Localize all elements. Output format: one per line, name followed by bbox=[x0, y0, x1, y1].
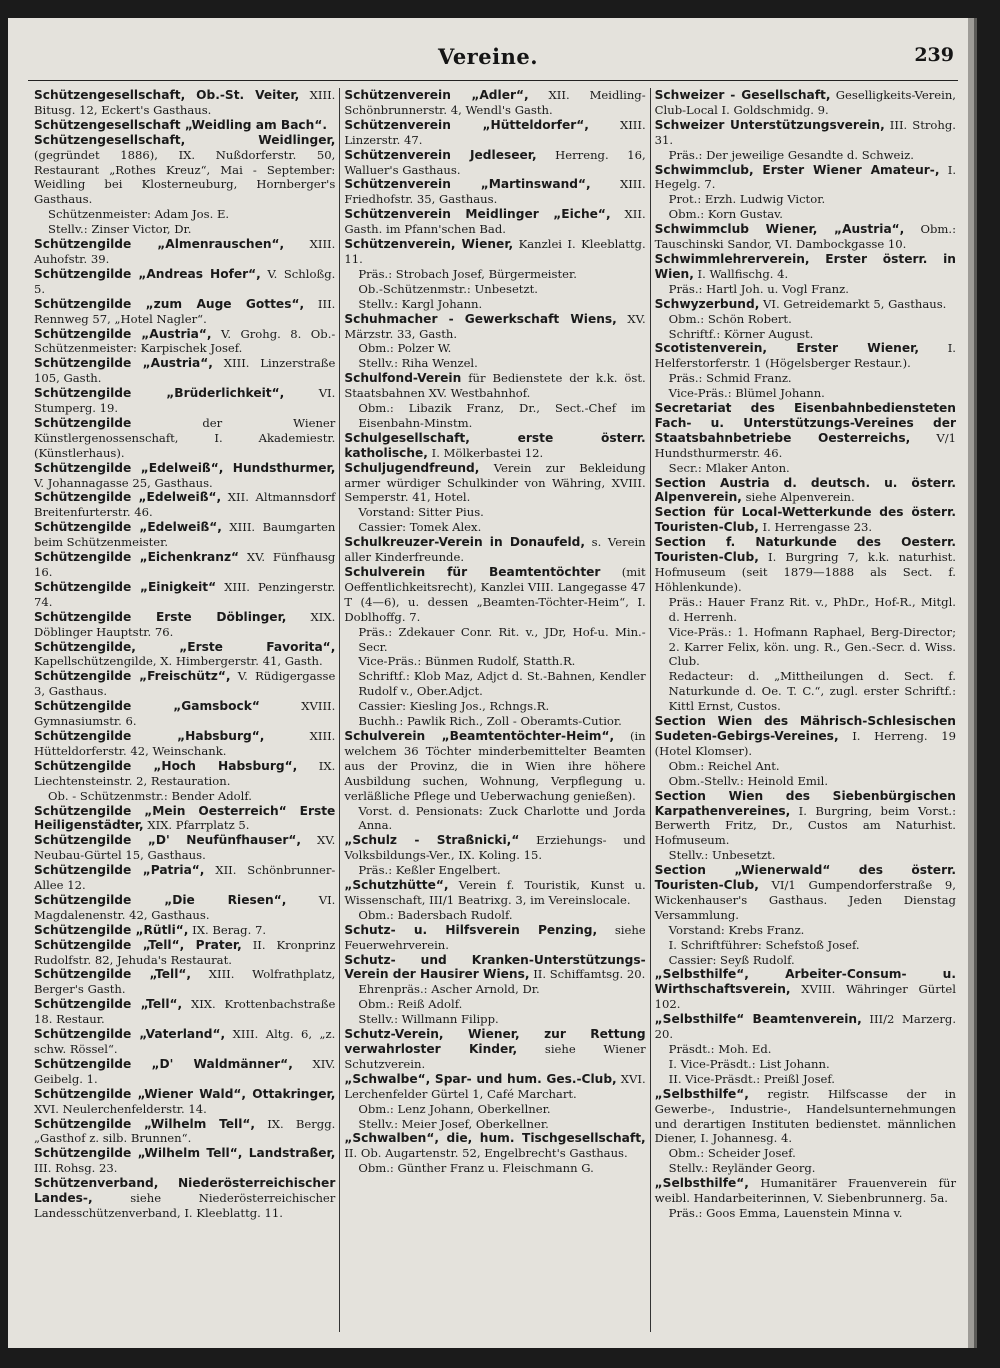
entry-heading: Schützengilde „Wilhelm Tell“, bbox=[34, 1116, 256, 1131]
entry-detail: XIX. Krottenbachstraße 18. Restaur. bbox=[34, 997, 336, 1027]
entry-detail: I. Herreng. 19 (Hotel Klomser). bbox=[654, 728, 956, 758]
entry-detail: Secr.: Mlaker Anton. bbox=[668, 460, 790, 475]
entry-detail: Cassier: Seyß Rudolf. bbox=[668, 952, 795, 967]
directory-entry bbox=[34, 729, 335, 759]
directory-entry bbox=[655, 118, 956, 163]
directory-columns bbox=[30, 88, 960, 1332]
entry-detail: Präsdt.: Moh. Ed. bbox=[668, 1042, 772, 1056]
entry-heading: „Selbsthilfe“, Arbeiter-Consum- u. Wirthschaftsverein, bbox=[654, 967, 956, 997]
entry-detail: XV. Märzstr. 33, Gasth. bbox=[344, 311, 646, 341]
directory-entry bbox=[34, 386, 335, 416]
entry-detail: Cassier: Kiesling Jos., Rchngs.R. bbox=[358, 699, 550, 714]
directory-entry bbox=[344, 535, 645, 565]
entry-heading: Section für Local-Wetterkunde des österr. Touristen-Club, bbox=[654, 505, 956, 535]
directory-entry bbox=[655, 505, 956, 535]
entry-detail: XIII. Penzingerstr. 74. bbox=[34, 579, 336, 609]
entry-detail: I. Schriftführer: Schefstoß Josef. bbox=[668, 937, 860, 952]
entry-heading: Schützengilde „Hoch Habsburg“, bbox=[34, 758, 298, 773]
entry-heading: Schulfond-Verein bbox=[344, 371, 462, 386]
directory-entry bbox=[344, 312, 645, 372]
entry-detail: I. Burgring 7, k.k. naturhist. Hofmuseum (seit 1879—1888 als Sect. f. Höhlenkunde). bbox=[654, 550, 956, 594]
entry-detail: Obm.: Scheider Josef. bbox=[668, 1146, 796, 1161]
entry-heading: Schweizer Unterstützungsverein, bbox=[654, 117, 885, 132]
directory-entry bbox=[34, 1057, 335, 1087]
entry-heading: Schützengilde „Edelweiß“, Hundsthurmer, bbox=[34, 460, 336, 475]
entry-detail: XV. Neubau-Gürtel 15, Gasthaus. bbox=[34, 833, 336, 863]
entry-detail: Stellv.: Willmann Filipp. bbox=[358, 1012, 499, 1027]
entry-detail: XVIII. Währinger Gürtel 102. bbox=[654, 982, 956, 1012]
entry-heading: Schützengilde „Almenrauschen“, bbox=[34, 237, 285, 252]
directory-entry bbox=[34, 967, 335, 997]
directory-entry bbox=[655, 297, 956, 342]
directory-entry bbox=[655, 341, 956, 401]
directory-entry bbox=[34, 356, 335, 386]
entry-detail: XII. Gasth. im Pfann'schen Bad. bbox=[344, 207, 646, 237]
entry-detail: I. Burgring, beim Vorst.: Berwerth Fritz, Dr., Custos am Naturhist. Hofmuseum. bbox=[654, 803, 956, 848]
directory-entry bbox=[34, 580, 335, 610]
entry-detail: II. Kronprinz Rudolfstr. 82, Jehuda's Restaurat. bbox=[34, 937, 336, 967]
entry-heading: Schützengilde „Wilhelm Tell“, Landstraßer, bbox=[34, 1146, 336, 1161]
directory-entry bbox=[34, 416, 335, 461]
entry-detail: für Bedienstete der k.k. öst. Staatsbahnen XV. Westbahnhof. bbox=[344, 371, 646, 401]
directory-entry bbox=[655, 401, 956, 476]
entry-heading: „Selbsthilfe“, bbox=[654, 1086, 749, 1101]
entry-detail: Obm.-Stellv.: Heinold Emil. bbox=[668, 773, 829, 788]
entry-detail: Verein f. Touristik, Kunst u. Wissenschaft, III/1 Beatrixg. 3, im Vereinslocale. bbox=[344, 878, 646, 907]
entry-detail: Prot.: Erzh. Ludwig Victor. bbox=[668, 192, 826, 207]
entry-heading: Schulgesellschaft, erste österr. katholische, bbox=[344, 430, 646, 460]
directory-entry bbox=[34, 133, 335, 237]
entry-detail: Stellv.: Meier Josef, Oberkellner. bbox=[358, 1116, 549, 1131]
entry-heading: „Schulz - Straßnicki,“ bbox=[344, 833, 520, 848]
directory-entry bbox=[34, 640, 335, 670]
entry-heading: Schwyzerbund, bbox=[654, 296, 760, 311]
entry-heading: Schuljugendfreund, bbox=[344, 460, 480, 475]
entry-detail: Obm.: Polzer W. bbox=[358, 341, 452, 356]
entry-detail: Herreng. 16, Walluer's Gasthaus. bbox=[344, 147, 646, 177]
entry-heading: „Selbsthilfe“ Beamtenverein, bbox=[654, 1012, 862, 1027]
entry-detail: VI. Stumperg. 19. bbox=[34, 386, 336, 416]
entry-detail: siehe Feuerwehrverein. bbox=[344, 922, 646, 952]
entry-heading: Schützenverein Meidlinger „Eiche“, bbox=[344, 207, 611, 222]
entry-detail: I. Wallfischg. 4. bbox=[697, 266, 789, 281]
entry-detail: Obm.: Reichel Ant. bbox=[668, 758, 780, 773]
directory-entry bbox=[655, 252, 956, 297]
entry-detail: II. Vice-Präsdt.: Preißl Josef. bbox=[668, 1071, 835, 1086]
entry-detail: Obm.: Reiß Adolf. bbox=[358, 997, 463, 1012]
entry-detail: Obm.: Korn Gustav. bbox=[668, 207, 783, 222]
entry-detail: Vorstand: Sitter Pius. bbox=[358, 505, 484, 520]
directory-entry bbox=[344, 1131, 645, 1176]
entry-detail: Vice-Präs.: Blümel Johann. bbox=[668, 386, 825, 401]
directory-entry bbox=[655, 789, 956, 864]
entry-heading: Schutz- und Kranken-Unterstützungs-Verein der Hausirer Wiens, bbox=[344, 952, 646, 982]
directory-entry bbox=[34, 893, 335, 923]
entry-heading: Schuhmacher - Gewerkschaft Wiens, bbox=[344, 311, 617, 326]
entry-heading: Schulverein für Beamtentöchter bbox=[344, 565, 601, 579]
directory-entry bbox=[344, 878, 645, 923]
entry-detail: Vorst. d. Pensionats: Zuck Charlotte und Jorda Anna. bbox=[358, 803, 646, 833]
entry-detail: XII. Schönbrunner-Allee 12. bbox=[34, 863, 336, 893]
entry-heading: Schützengilde „Die Riesen“, bbox=[34, 892, 287, 907]
entry-detail: Ob. - Schützenmstr.: Bender Adolf. bbox=[48, 788, 252, 803]
entry-detail: III. Rennweg 57, „Hotel Nagler“. bbox=[34, 296, 336, 326]
directory-entry bbox=[655, 1176, 956, 1221]
book-page bbox=[8, 18, 968, 1348]
directory-entry bbox=[34, 88, 335, 118]
entry-detail: Stellv.: Reyländer Georg. bbox=[668, 1161, 816, 1176]
entry-detail: Präs.: Hauer Franz Rit. v., PhDr., Hof-R., Mitgl. d. Herrenh. bbox=[668, 594, 956, 624]
entry-detail: XVI. Lerchenfelder Gürtel 1, Café Marchart. bbox=[344, 1071, 646, 1101]
directory-entry bbox=[34, 1087, 335, 1117]
entry-detail: IX. Liechtensteinstr. 2, Restauration. bbox=[34, 758, 336, 788]
entry-detail: Präs.: Zdekauer Conr. Rit. v., JDr, Hof-u. Min.-Secr. bbox=[358, 624, 646, 654]
directory-entry bbox=[344, 371, 645, 431]
entry-heading: Schwimmclub Wiener, „Austria“, bbox=[654, 222, 905, 237]
entry-detail: Geselligkeits-Verein, Club-Local I. Goldschmidg. 9. bbox=[654, 88, 956, 117]
entry-detail: V. Schloßg. 5. bbox=[34, 266, 336, 296]
entry-detail: Obm.: Günther Franz u. Fleischmann G. bbox=[358, 1161, 594, 1176]
page-header bbox=[8, 44, 968, 84]
entry-heading: Schützengilde „Tell“, bbox=[34, 967, 192, 982]
entry-heading: Secretariat des Eisenbahnbediensteten Fach- u. Unterstützungs-Vereines der Staatsbahnbetriebe Oesterreichs, bbox=[654, 401, 956, 445]
entry-detail: Stellv.: Kargl Johann. bbox=[358, 296, 483, 311]
entry-detail: Schützenmeister: Adam Jos. E. bbox=[48, 207, 230, 222]
entry-detail: VI. Getreidemarkt 5, Gasthaus. bbox=[763, 296, 947, 311]
entry-heading: Schützengilde „D' Waldmänner“, bbox=[34, 1056, 293, 1071]
entry-heading: Schützengilde „zum Auge Gottes“, bbox=[34, 296, 305, 311]
entry-detail: V. Grohg. 8. Ob.-Schützenmeister: Karpischek Josef. bbox=[34, 326, 336, 356]
entry-detail: XII. Meidling-Schönbrunnerstr. 4, Wendl's Gasth. bbox=[344, 88, 646, 117]
directory-entry bbox=[344, 565, 645, 729]
entry-detail: XIX. Döblinger Hauptstr. 76. bbox=[34, 609, 336, 639]
entry-detail: III. Strohg. 31. bbox=[654, 117, 956, 147]
entry-detail: XIII. Wolfrathplatz, Berger's Gasth. bbox=[34, 967, 336, 997]
entry-detail: XIII. Bitusg. 12, Eckert's Gasthaus. bbox=[34, 88, 336, 117]
entry-heading: Schulkreuzer-Verein in Donaufeld, bbox=[344, 535, 586, 550]
directory-entry bbox=[34, 1027, 335, 1057]
entry-detail: der Wiener Künstlergenossenschaft, I. Akademiestr. (Künstlerhaus). bbox=[34, 415, 336, 460]
directory-entry bbox=[655, 967, 956, 1012]
entry-detail: V/1 Hundsthurmerstr. 46. bbox=[654, 430, 956, 460]
entry-detail: Obm.: Schön Robert. bbox=[668, 311, 792, 326]
directory-entry bbox=[34, 699, 335, 729]
entry-detail: XIII. Baumgarten beim Schützenmeister. bbox=[34, 520, 336, 550]
directory-entry bbox=[34, 297, 335, 327]
entry-detail: I. Herrengasse 23. bbox=[762, 520, 873, 535]
entry-detail: VI. Magdalenenstr. 42, Gasthaus. bbox=[34, 892, 336, 922]
directory-entry bbox=[34, 669, 335, 699]
directory-entry bbox=[344, 1072, 645, 1132]
entry-detail: III/2 Marzerg. 20. bbox=[654, 1012, 956, 1042]
directory-entry bbox=[34, 1117, 335, 1147]
entry-heading: Schützengesellschaft „Weidling am Bach“. bbox=[34, 117, 327, 132]
entry-detail: (gegründet 1886), IX. Nußdorferstr. 50, Restaurant „Rothes Kreuz“, Mai - September: Weidling bei Klosterneuburg, Hornberger's Gasthaus. bbox=[34, 147, 336, 207]
entry-detail: Obm.: Badersbach Rudolf. bbox=[358, 907, 513, 922]
entry-heading: Schützengilde „Eichenkranz“ bbox=[34, 550, 240, 565]
directory-entry bbox=[344, 729, 645, 833]
entry-detail: XIII. Altg. 6, „z. schw. Rössel“. bbox=[34, 1027, 336, 1056]
entry-detail: Obm.: Tauschinski Sandor, VI. Dambockgasse 10. bbox=[654, 222, 956, 252]
entry-detail: Präs.: Keßler Engelbert. bbox=[358, 863, 501, 878]
entry-detail: siehe Wiener Schutzverein. bbox=[344, 1042, 646, 1071]
entry-heading: Schützenverein „Martinswand“, bbox=[344, 177, 591, 192]
entry-heading: Schwimmlehrerverein, Erster österr. in Wien, bbox=[654, 251, 956, 281]
entry-heading: Schützengilde Erste Döblinger, bbox=[34, 609, 287, 624]
entry-detail: Redacteur: d. „Mittheilungen d. Sect. f. Naturkunde d. Oe. T. C.“, zugl. erster Schriftf.: Kittl Ernst, Custos. bbox=[668, 669, 956, 714]
entry-heading: Schützengesellschaft, Weidlinger, bbox=[34, 132, 336, 147]
entry-heading: Section Wien des Siebenbürgischen Karpathenvereines, bbox=[654, 788, 956, 818]
directory-entry bbox=[655, 1012, 956, 1087]
directory-entry bbox=[34, 997, 335, 1027]
directory-entry bbox=[655, 222, 956, 252]
entry-detail: Vice-Präs.: 1. Hofmann Raphael, Berg-Director; 2. Karrer Felix, kön. ung. R., Gen.-Secr. d. Wiss. Club. bbox=[668, 624, 956, 669]
entry-heading: „Schutzhütte“, bbox=[344, 878, 449, 893]
entry-heading: Schützenverband, Niederösterreichischer Landes-, bbox=[34, 1176, 336, 1206]
directory-entry bbox=[34, 1146, 335, 1176]
column-left bbox=[30, 88, 340, 1332]
directory-entry bbox=[34, 267, 335, 297]
entry-heading: Schützengilde „D' Neufünfhauser“, bbox=[34, 833, 302, 848]
directory-entry bbox=[34, 804, 335, 834]
entry-detail: Stellv.: Zinser Victor, Dr. bbox=[48, 222, 192, 237]
directory-entry bbox=[34, 1176, 335, 1221]
entry-detail: XIII. Friedhofstr. 35, Gasthaus. bbox=[344, 177, 646, 207]
entry-detail: Ob.-Schützenmstr.: Unbesetzt. bbox=[358, 281, 538, 296]
entry-heading: Schützengilde „Einigkeit“ bbox=[34, 579, 217, 594]
entry-detail: I. Vice-Präsdt.: List Johann. bbox=[668, 1056, 830, 1071]
directory-entry bbox=[34, 759, 335, 804]
entry-detail: Ehrenpräs.: Ascher Arnold, Dr. bbox=[358, 982, 540, 997]
entry-heading: „Schwalbe“, Spar- und hum. Ges.-Club, bbox=[344, 1071, 617, 1086]
directory-entry bbox=[34, 327, 335, 357]
directory-entry bbox=[655, 535, 956, 714]
directory-entry bbox=[344, 118, 645, 148]
entry-detail: Cassier: Tomek Alex. bbox=[358, 520, 482, 535]
entry-detail: V. Johannagasse 25, Gasthaus. bbox=[34, 475, 213, 490]
entry-detail: Präs.: Strobach Josef, Bürgermeister. bbox=[358, 266, 577, 281]
directory-entry bbox=[34, 550, 335, 580]
entry-detail: IX. Bergg. „Gasthof z. silb. Brunnen“. bbox=[34, 1116, 336, 1146]
directory-entry bbox=[34, 863, 335, 893]
entry-heading: Schützenverein „Hütteldorfer“, bbox=[344, 117, 589, 132]
directory-entry bbox=[34, 490, 335, 520]
directory-entry bbox=[655, 714, 956, 789]
entry-heading: Schützengilde „Austria“, bbox=[34, 356, 213, 371]
directory-entry bbox=[34, 923, 335, 938]
directory-entry bbox=[34, 938, 335, 968]
entry-detail: XV. Fünfhausg 16. bbox=[34, 550, 336, 579]
entry-detail: XIII. Hütteldorferstr. 42, Weinschank. bbox=[34, 728, 336, 758]
entry-detail: Humanitärer Frauenverein für weibl. Handarbeiterinnen, V. Siebenbrunnerg. 5a. bbox=[654, 1176, 956, 1206]
entry-detail: IX. Berag. 7. bbox=[192, 922, 267, 937]
entry-detail: registr. Hilfscasse der in Gewerbe-, Industrie-, Handelsunternehmungen und derartigen Instituten bedienstet. männlichen Diener, I. Johannesg. 4. bbox=[654, 1086, 956, 1146]
entry-detail: Stellv.: Riha Wenzel. bbox=[358, 356, 478, 371]
directory-entry bbox=[34, 833, 335, 863]
entry-detail: I. Hegelg. 7. bbox=[654, 162, 956, 192]
entry-heading: Section Austria d. deutsch. u. österr. Alpenverein, bbox=[654, 475, 956, 505]
entry-detail: Kanzlei I. Kleeblattg. 11. bbox=[344, 237, 646, 266]
entry-detail: Stellv.: Unbesetzt. bbox=[668, 848, 776, 863]
entry-detail: XVIII. Gymnasiumstr. 6. bbox=[34, 699, 336, 729]
entry-heading: Schützengilde „Andreas Hofer“, bbox=[34, 266, 261, 281]
entry-detail: Obm.: Lenz Johann, Oberkellner. bbox=[358, 1101, 551, 1116]
entry-heading: „Schwalben“, die, hum. Tischgesellschaft, bbox=[344, 1131, 646, 1146]
entry-heading: Schweizer - Gesellschaft, bbox=[654, 88, 831, 102]
entry-heading: Schützengilde „Edelweiß“, bbox=[34, 520, 222, 535]
directory-entry bbox=[344, 953, 645, 1028]
entry-detail: XIV. Geibelg. 1. bbox=[34, 1056, 336, 1086]
entry-detail: XII. Altmannsdorf Breitenfurterstr. 46. bbox=[34, 490, 336, 520]
entry-detail: Obm.: Libazik Franz, Dr., Sect.-Chef im Eisenbahn-Minstm. bbox=[358, 401, 646, 430]
entry-heading: Schützenverein Jedleseer, bbox=[344, 147, 537, 162]
entry-heading: Schwimmclub, Erster Wiener Amateur-, bbox=[654, 162, 940, 177]
directory-entry bbox=[655, 88, 956, 118]
entry-heading: Schützengilde „Edelweiß“, bbox=[34, 490, 222, 505]
entry-detail: XIII. Linzerstr. 47. bbox=[344, 117, 646, 147]
directory-entry bbox=[344, 177, 645, 207]
entry-detail: Präs.: Hartl Joh. u. Vogl Franz. bbox=[668, 281, 849, 296]
entry-detail: II. Ob. Augartenstr. 52, Engelbrecht's Gasthaus. bbox=[344, 1146, 628, 1161]
entry-detail: Schriftf.: Klob Maz, Adjct d. St.-Bahnen, Kendler Rudolf v., Ober.Adjct. bbox=[358, 669, 646, 699]
entry-heading: Schützengesellschaft, Ob.-St. Veiter, bbox=[34, 88, 300, 102]
entry-detail: Vorstand: Krebs Franz. bbox=[668, 922, 805, 937]
entry-heading: Schützengilde bbox=[34, 415, 132, 430]
entry-heading: Section f. Naturkunde des Oesterr. Touristen-Club, bbox=[654, 535, 956, 565]
entry-detail: Buchh.: Pawlik Rich., Zoll - Oberamts-Cutior. bbox=[358, 714, 622, 729]
entry-heading: Schützengilde „Habsburg“, bbox=[34, 728, 265, 743]
entry-heading: Schützengilde „Patria“, bbox=[34, 863, 205, 878]
entry-heading: Scotistenverein, Erster Wiener, bbox=[654, 341, 919, 356]
entry-detail: Präs.: Goos Emma, Lauenstein Minna v. bbox=[668, 1205, 903, 1220]
entry-heading: „Selbsthilfe“, bbox=[654, 1176, 749, 1191]
directory-entry bbox=[34, 237, 335, 267]
directory-entry bbox=[655, 163, 956, 223]
running-title: Vereine. bbox=[437, 44, 539, 69]
page-number: 239 bbox=[914, 44, 954, 66]
directory-entry bbox=[344, 1027, 645, 1072]
entry-heading: Schützengilde „Tell“, bbox=[34, 997, 183, 1012]
entry-heading: Schützengilde „Mein Oesterreich“ Erste Heiligenstädter, bbox=[34, 803, 336, 833]
entry-detail: Schriftf.: Körner August. bbox=[668, 326, 814, 341]
entry-detail: s. Verein aller Kinderfreunde. bbox=[344, 535, 646, 565]
entry-heading: Schützenverein, Wiener, bbox=[344, 237, 514, 252]
directory-entry bbox=[344, 88, 645, 118]
directory-entry bbox=[344, 461, 645, 536]
entry-detail: II. Schiffamtsg. 20. bbox=[533, 967, 646, 982]
directory-entry bbox=[344, 148, 645, 178]
entry-detail: Präs.: Der jeweilige Gesandte d. Schweiz. bbox=[668, 147, 914, 162]
entry-detail: XIII. Auhofstr. 39. bbox=[34, 237, 336, 266]
header-rule bbox=[28, 80, 958, 81]
directory-entry bbox=[655, 476, 956, 506]
entry-heading: Schutz- u. Hilfsverein Penzing, bbox=[344, 922, 598, 937]
column-middle bbox=[340, 88, 650, 1332]
entry-heading: Schützengilde „Rütli“, bbox=[34, 922, 189, 937]
entry-detail: (mit Oeffentlichkeitsrecht), Kanzlei VIII. Langegasse 47 T (4—6), u. dessen „Beamten-Töchter-Heim“, I. Doblhoffg. 7. bbox=[344, 565, 646, 624]
entry-heading: Schützengilde „Tell“, Prater, bbox=[34, 937, 242, 952]
directory-entry bbox=[344, 833, 645, 878]
entry-heading: Schützenverein „Adler“, bbox=[344, 88, 529, 102]
entry-detail: siehe Niederösterreichischer Landesschützenverband, I. Kleeblattg. 11. bbox=[34, 1191, 336, 1220]
directory-entry bbox=[655, 863, 956, 967]
directory-entry bbox=[655, 1087, 956, 1176]
entry-heading: Schützengilde „Vaterland“, bbox=[34, 1027, 226, 1042]
entry-detail: I. Mölkerbastei 12. bbox=[431, 445, 544, 460]
entry-detail: III. Rohsg. 23. bbox=[34, 1161, 118, 1176]
entry-heading: Section Wien des Mährisch-Schlesischen Sudeten-Gebirgs-Vereines, bbox=[654, 714, 956, 743]
column-right bbox=[651, 88, 960, 1332]
entry-detail: I. Helferstorferstr. 1 (Högelsberger Restaur.). bbox=[654, 341, 956, 371]
entry-detail: Verein zur Bekleidung armer würdiger Schulkinder von Währing, XVIII. Semperstr. 41, Hotel. bbox=[344, 460, 646, 505]
entry-heading: Schutz-Verein, Wiener, zur Rettung verwahrloster Kinder, bbox=[344, 1027, 646, 1056]
entry-heading: Schützengilde „Gamsbock“ bbox=[34, 699, 260, 714]
entry-detail: V. Rüdigergasse 3, Gasthaus. bbox=[34, 669, 336, 699]
entry-heading: Schützengilde „Brüderlichkeit“, bbox=[34, 386, 285, 401]
entry-detail: Kapellschützengilde, X. Himbergerstr. 41, Gasth. bbox=[34, 654, 323, 669]
entry-detail: Präs.: Schmid Franz. bbox=[668, 371, 792, 386]
entry-detail: XIII. Linzerstraße 105, Gasth. bbox=[34, 356, 336, 386]
entry-detail: VI/1 Gumpendorferstraße 9, Wickenhauser's Gasthaus. Jeden Dienstag Versammlung. bbox=[654, 878, 956, 922]
entry-detail: (in welchem 36 Töchter minderbemittelter Beamten aus der Provinz, die in Wien ihre höhere Ausbildung suchen, Wohnung, Verpflegung u. verläßliche Pflege und Ueberwachung genießen). bbox=[344, 728, 646, 803]
entry-detail: XIX. Pfarrplatz 5. bbox=[147, 818, 250, 833]
directory-entry bbox=[344, 923, 645, 953]
entry-heading: Schulverein „Beamtentöchter-Heim“, bbox=[344, 728, 615, 743]
directory-entry bbox=[344, 237, 645, 312]
directory-entry bbox=[34, 461, 335, 491]
directory-entry bbox=[34, 610, 335, 640]
entry-heading: Schützengilde „Austria“, bbox=[34, 326, 212, 341]
entry-heading: Schützengilde „Freischütz“, bbox=[34, 669, 231, 684]
entry-heading: Section „Wienerwald“ des österr. Touristen-Club, bbox=[654, 863, 956, 893]
entry-detail: Erziehungs- und Volksbildungs-Ver., IX. Koling. 15. bbox=[344, 833, 646, 863]
directory-entry bbox=[344, 431, 645, 461]
directory-entry bbox=[344, 207, 645, 237]
directory-entry bbox=[34, 118, 335, 133]
entry-heading: Schützengilde, „Erste Favorita“, bbox=[34, 639, 336, 654]
directory-entry bbox=[34, 520, 335, 550]
entry-detail: XVI. Neulerchenfelderstr. 14. bbox=[34, 1101, 207, 1116]
entry-detail: siehe Alpenverein. bbox=[745, 490, 855, 505]
entry-detail: Vice-Präs.: Bünmen Rudolf, Statth.R. bbox=[358, 654, 576, 669]
entry-heading: Schützengilde „Wiener Wald“, Ottakringer, bbox=[34, 1086, 336, 1101]
